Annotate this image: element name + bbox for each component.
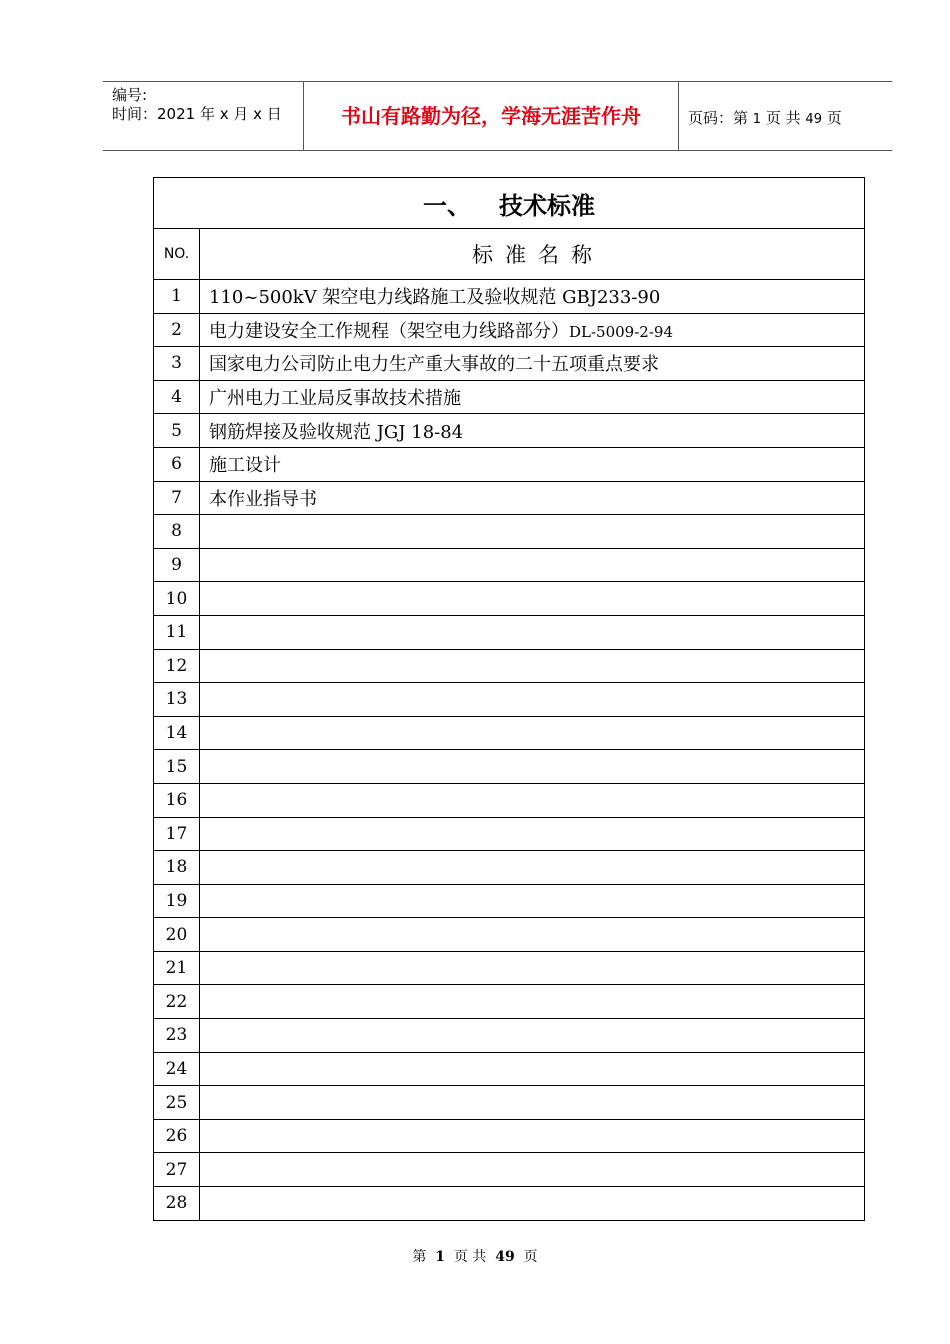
standard-name-text: 本作业指导书 (209, 488, 317, 510)
table-row (154, 817, 865, 851)
table-row (154, 447, 865, 481)
row-standard-name (200, 884, 865, 918)
standard-name-text: 钢筋焊接及验收规范 JGJ 18-84 (209, 421, 464, 443)
footer-post: 页 (523, 1249, 538, 1265)
standard-name-text: 广州电力工业局反事故技术措施 (209, 388, 461, 410)
row-number: 25 (154, 1086, 200, 1120)
header-motto-cell (303, 82, 679, 150)
column-header-no: NO. (154, 229, 200, 280)
table-row (154, 985, 865, 1019)
standard-name-text: 国家电力公司防止电力生产重大事故的二十五项重点要求 (209, 354, 659, 376)
standard-name-text: 110~500kV 架空电力线路施工及验收规范 GBJ233-90 (209, 287, 661, 309)
date-label: 时间：2021 年 x 月 x 日 (112, 105, 282, 123)
page-label-pre: 页码：第 (688, 109, 749, 127)
row-standard-name (200, 280, 865, 314)
row-standard-name (200, 515, 865, 549)
code-label: 编号: (112, 86, 148, 104)
row-number: 6 (154, 447, 200, 481)
table-row (154, 1153, 865, 1187)
table-row (154, 582, 865, 616)
row-standard-name (200, 985, 865, 1019)
table-row (154, 548, 865, 582)
row-number: 17 (154, 817, 200, 851)
page-footer (0, 1246, 950, 1266)
row-standard-name (200, 1153, 865, 1187)
row-standard-name (200, 414, 865, 448)
row-standard-name (200, 716, 865, 750)
row-standard-name (200, 1086, 865, 1120)
header-page-info (688, 107, 842, 128)
row-number: 4 (154, 380, 200, 414)
table-row (154, 683, 865, 717)
page-label-post: 页 (826, 109, 842, 127)
page-label-mid: 页 共 (765, 109, 801, 127)
table-row (154, 649, 865, 683)
footer-mid: 页 共 (453, 1249, 487, 1265)
row-standard-name (200, 347, 865, 381)
row-standard-name (200, 1187, 865, 1221)
row-number: 13 (154, 683, 200, 717)
table-row (154, 1019, 865, 1053)
standards-table (153, 177, 865, 1221)
row-number: 28 (154, 1187, 200, 1221)
row-standard-name (200, 951, 865, 985)
row-number: 8 (154, 515, 200, 549)
row-number: 20 (154, 918, 200, 952)
row-standard-name (200, 649, 865, 683)
row-number: 21 (154, 951, 200, 985)
table-header-row (154, 229, 865, 280)
row-standard-name (200, 1052, 865, 1086)
row-number: 26 (154, 1119, 200, 1153)
footer-pre: 第 (412, 1249, 427, 1265)
table-row (154, 481, 865, 515)
row-standard-name (200, 817, 865, 851)
table-row (154, 414, 865, 448)
row-number: 27 (154, 1153, 200, 1187)
table-row (154, 347, 865, 381)
table-row (154, 615, 865, 649)
standard-code-text: DL-5009-2-94 (569, 322, 673, 341)
row-standard-name (200, 582, 865, 616)
row-standard-name (200, 1119, 865, 1153)
row-number: 7 (154, 481, 200, 515)
row-number: 14 (154, 716, 200, 750)
row-standard-name (200, 481, 865, 515)
row-standard-name (200, 380, 865, 414)
row-number: 19 (154, 884, 200, 918)
table-row (154, 1187, 865, 1221)
table-row (154, 783, 865, 817)
standard-name-text: 电力建设安全工作规程（架空电力线路部分） (209, 320, 569, 342)
row-number: 10 (154, 582, 200, 616)
table-row (154, 884, 865, 918)
row-number: 3 (154, 347, 200, 381)
table-row (154, 851, 865, 885)
row-standard-name (200, 683, 865, 717)
row-number: 2 (154, 313, 200, 347)
row-number: 22 (154, 985, 200, 1019)
title-text: 技术标准 (499, 191, 595, 220)
row-number: 18 (154, 851, 200, 885)
header-page-cell (678, 82, 892, 150)
table-row (154, 380, 865, 414)
table-row (154, 716, 865, 750)
table-title-row (154, 178, 865, 229)
row-standard-name (200, 313, 865, 347)
row-standard-name (200, 750, 865, 784)
page-current: 1 (752, 112, 762, 127)
page-total: 49 (805, 112, 822, 127)
row-standard-name (200, 918, 865, 952)
footer-total: 49 (495, 1249, 515, 1265)
table-row (154, 1086, 865, 1120)
row-number: 16 (154, 783, 200, 817)
footer-current: 1 (435, 1249, 445, 1265)
row-number: 5 (154, 414, 200, 448)
title-number: 一、 (423, 191, 471, 220)
row-number: 11 (154, 615, 200, 649)
row-standard-name (200, 1019, 865, 1053)
row-number: 12 (154, 649, 200, 683)
table-row (154, 918, 865, 952)
header-meta (103, 82, 303, 150)
column-header-name: 标准名称 (200, 229, 865, 280)
row-number: 9 (154, 548, 200, 582)
table-row (154, 951, 865, 985)
row-number: 15 (154, 750, 200, 784)
row-standard-name (200, 447, 865, 481)
table-row (154, 1119, 865, 1153)
row-number: 23 (154, 1019, 200, 1053)
row-number: 1 (154, 280, 200, 314)
page-header (103, 81, 892, 151)
table-row (154, 280, 865, 314)
table-title (154, 178, 865, 229)
motto-text: 书山有路勤为径，学海无涯苦作舟 (341, 104, 641, 128)
standard-name-text: 施工设计 (209, 455, 281, 477)
table-row (154, 750, 865, 784)
table-row (154, 1052, 865, 1086)
table-row (154, 313, 865, 347)
row-standard-name (200, 548, 865, 582)
row-standard-name (200, 615, 865, 649)
table-row (154, 515, 865, 549)
row-standard-name (200, 851, 865, 885)
row-standard-name (200, 783, 865, 817)
row-number: 24 (154, 1052, 200, 1086)
